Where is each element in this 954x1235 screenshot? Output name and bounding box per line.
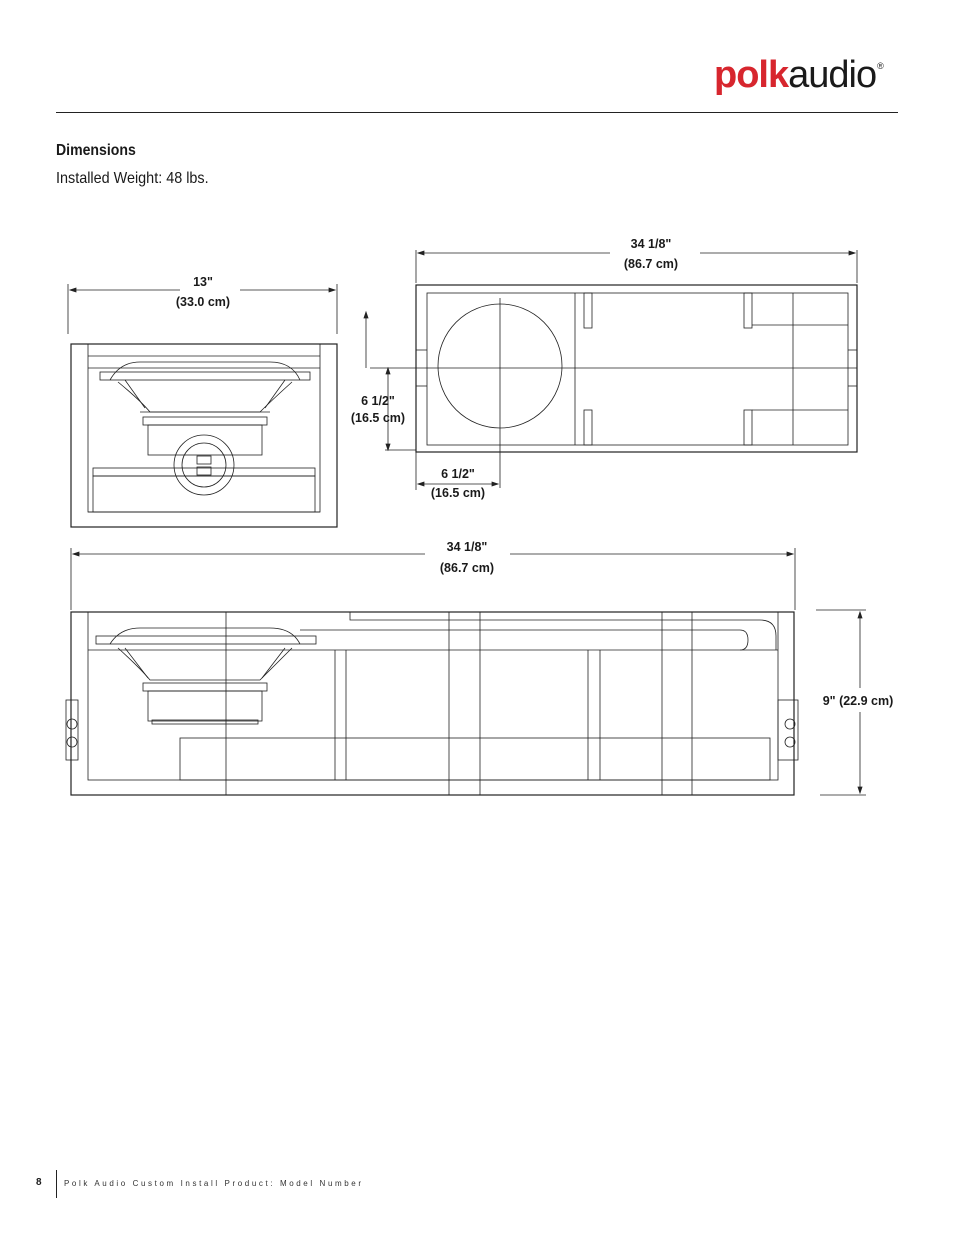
side-view (66, 548, 866, 795)
side-length-cm: (86.7 cm) (439, 561, 495, 575)
section-title: Dimensions (56, 142, 136, 159)
front-view (68, 284, 337, 527)
registered-mark: ® (877, 61, 884, 71)
side-length-in: 34 1/8" (446, 540, 488, 554)
front-width-in: 13" (193, 275, 213, 289)
logo-polk: polk (714, 54, 789, 96)
bottom-offset-in: 6 1/2" (441, 467, 475, 481)
installed-weight: Installed Weight: 48 lbs. (56, 170, 209, 187)
footer-text: Polk Audio Custom Install Product: Model Number (64, 1179, 364, 1188)
footer-divider (56, 1170, 57, 1198)
logo-audio: audio (788, 54, 877, 96)
top-length-cm: (86.7 cm) (623, 257, 679, 271)
side-offset-cm: (16.5 cm) (350, 411, 406, 425)
top-length-in: 34 1/8" (630, 237, 672, 251)
page-number: 8 (36, 1177, 42, 1188)
bottom-offset-cm: (16.5 cm) (430, 486, 486, 500)
height-dimension: 9" (22.9 cm) (822, 694, 894, 708)
side-offset-in: 6 1/2" (361, 394, 395, 408)
front-width-cm: (33.0 cm) (175, 295, 231, 309)
top-view (364, 250, 857, 490)
